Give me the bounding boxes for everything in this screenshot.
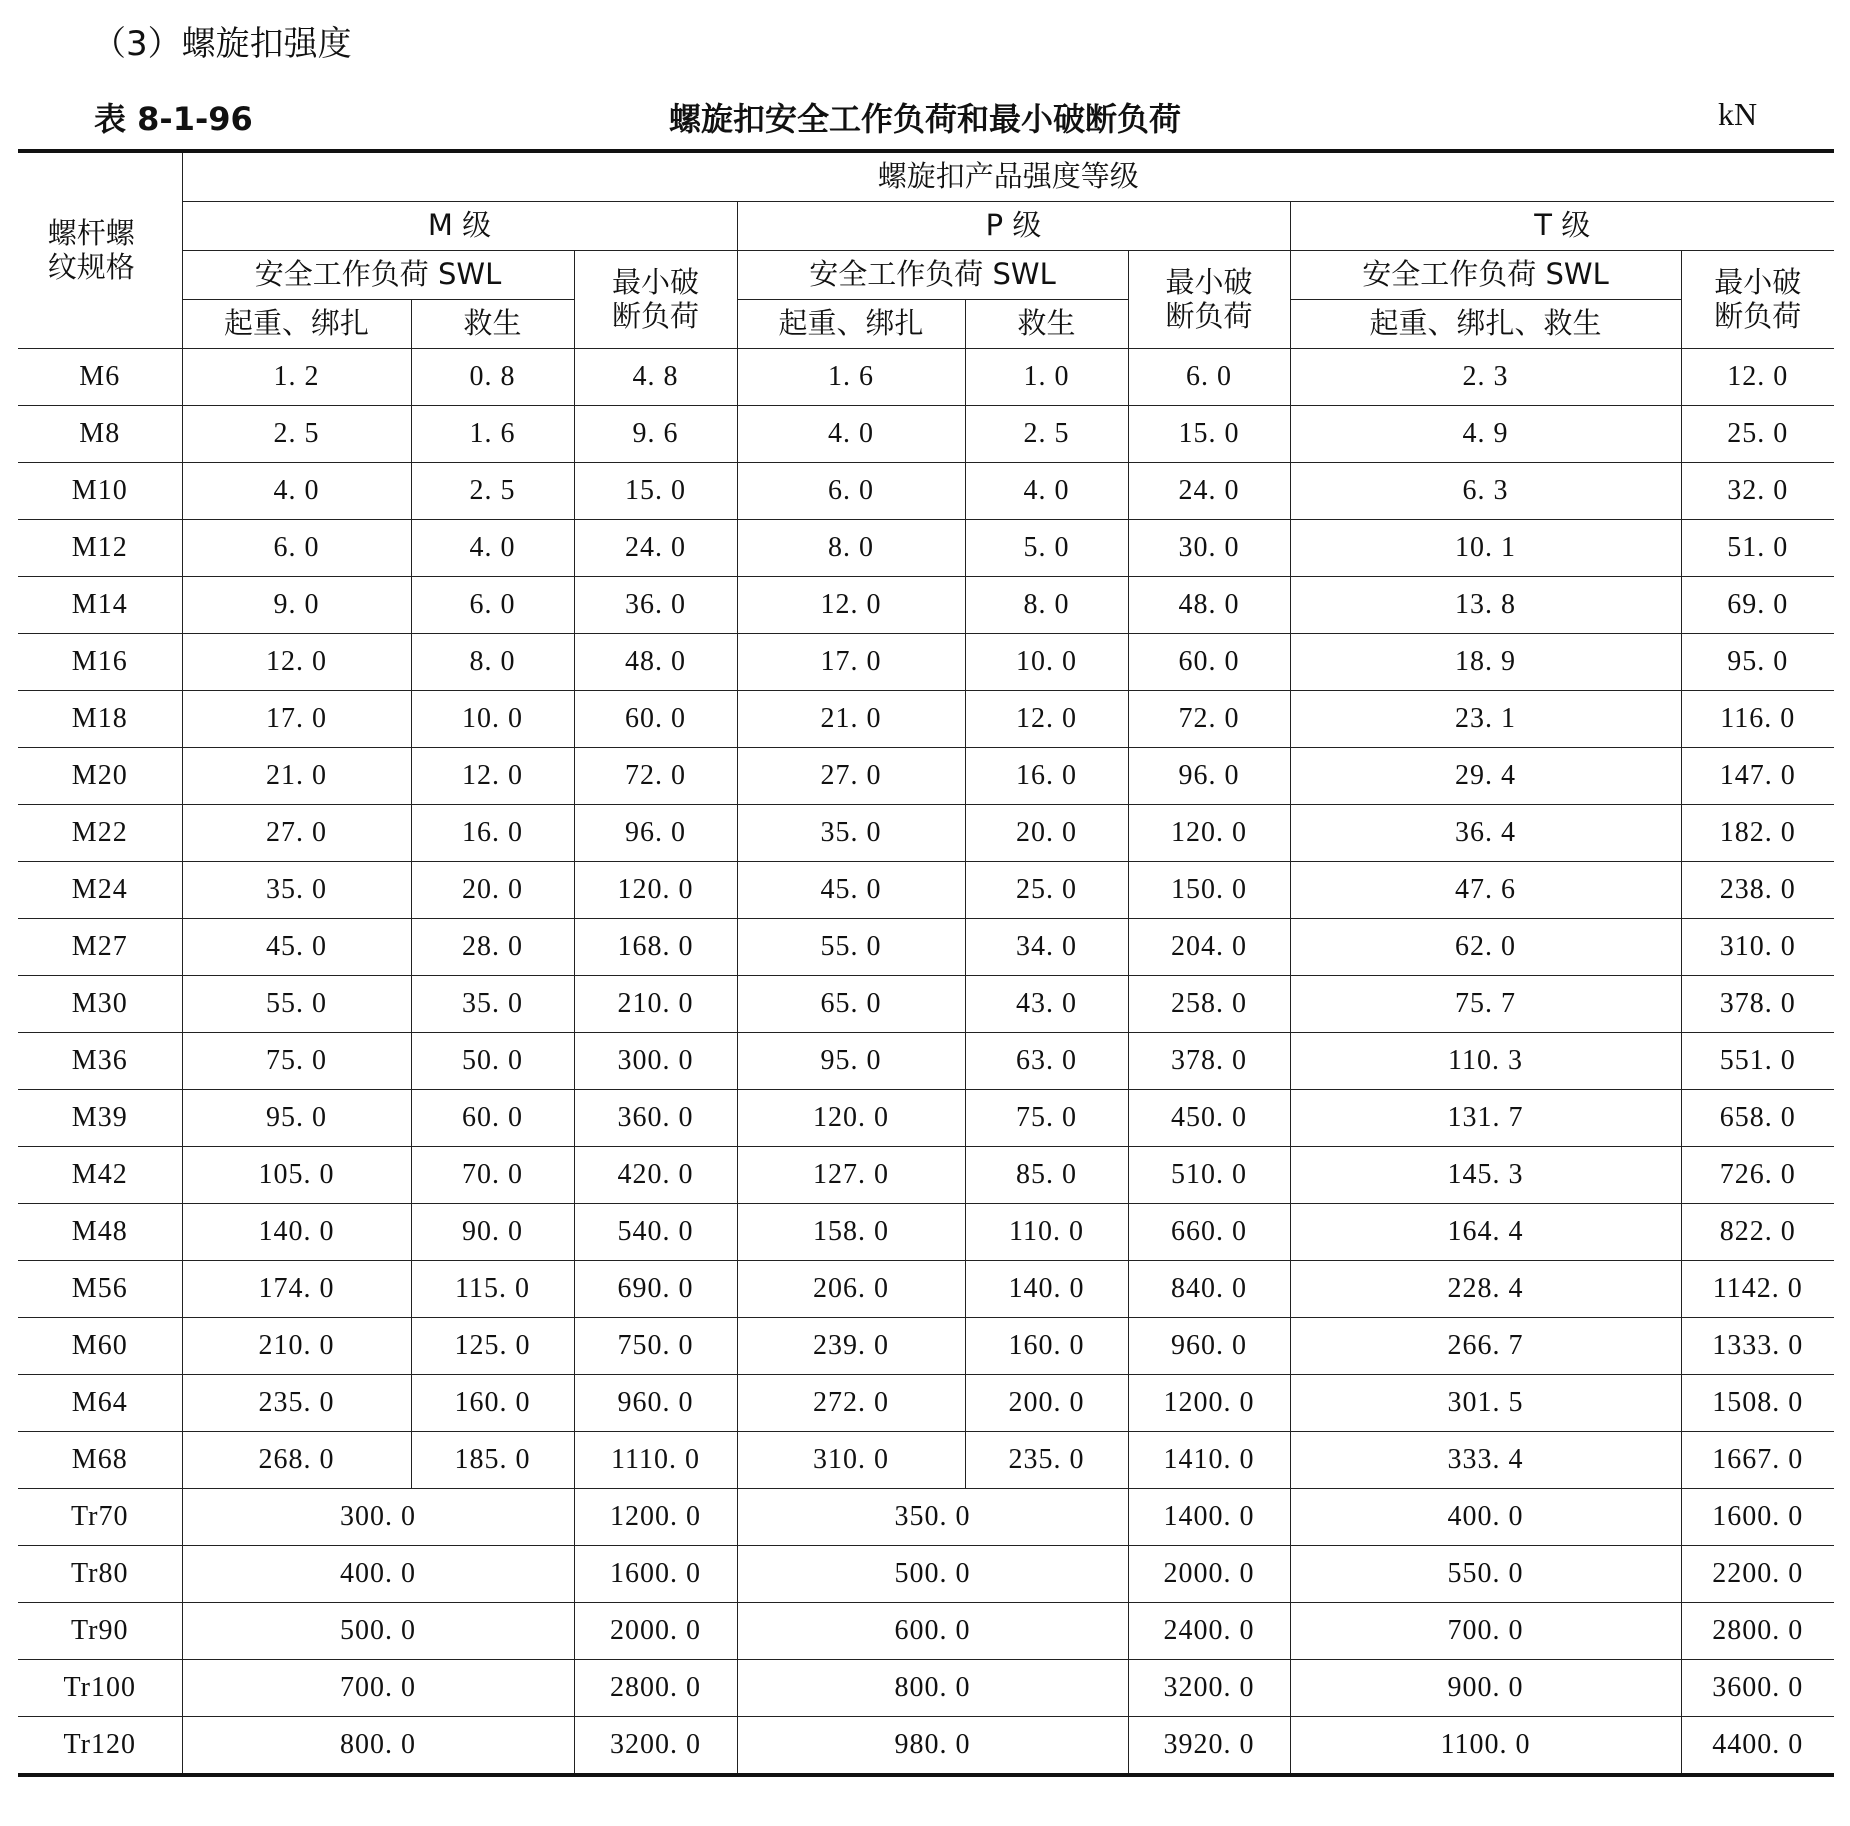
cell-t-swl: 301. 5 bbox=[1290, 1375, 1681, 1432]
cell-t-break: 822. 0 bbox=[1681, 1204, 1834, 1261]
cell-m-rescue: 35. 0 bbox=[411, 976, 574, 1033]
cell-t-break: 1508. 0 bbox=[1681, 1375, 1834, 1432]
cell-p-break: 6. 0 bbox=[1128, 349, 1290, 406]
cell-p-rescue: 75. 0 bbox=[965, 1090, 1128, 1147]
cell-m-break: 690. 0 bbox=[574, 1261, 737, 1318]
cell-p-break: 15. 0 bbox=[1128, 406, 1290, 463]
cell-p-lift: 12. 0 bbox=[737, 577, 965, 634]
header-t-break bbox=[1681, 251, 1834, 349]
cell-t-swl: 29. 4 bbox=[1290, 748, 1681, 805]
cell-p-break: 120. 0 bbox=[1128, 805, 1290, 862]
cell-m-rescue: 28. 0 bbox=[411, 919, 574, 976]
cell-p-break: 2000. 0 bbox=[1128, 1546, 1290, 1603]
cell-m-lift: 21. 0 bbox=[182, 748, 411, 805]
cell-m-lift: 268. 0 bbox=[182, 1432, 411, 1489]
cell-p-rescue: 12. 0 bbox=[965, 691, 1128, 748]
cell-p-rescue: 85. 0 bbox=[965, 1147, 1128, 1204]
load-table bbox=[18, 149, 1834, 1777]
cell-m-lift: 235. 0 bbox=[182, 1375, 411, 1432]
cell-m-rescue: 20. 0 bbox=[411, 862, 574, 919]
cell-spec: M48 bbox=[18, 1204, 182, 1261]
cell-p-rescue: 110. 0 bbox=[965, 1204, 1128, 1261]
cell-m-break: 1110. 0 bbox=[574, 1432, 737, 1489]
table-row bbox=[18, 748, 1834, 805]
cell-spec: Tr80 bbox=[18, 1546, 182, 1603]
cell-p-lift: 65. 0 bbox=[737, 976, 965, 1033]
cell-m-lift: 17. 0 bbox=[182, 691, 411, 748]
cell-p-rescue: 2. 5 bbox=[965, 406, 1128, 463]
cell-m-rescue: 2. 5 bbox=[411, 463, 574, 520]
cell-m-lift: 75. 0 bbox=[182, 1033, 411, 1090]
cell-t-swl: 1100. 0 bbox=[1290, 1717, 1681, 1776]
cell-t-swl: 900. 0 bbox=[1290, 1660, 1681, 1717]
cell-t-swl: 333. 4 bbox=[1290, 1432, 1681, 1489]
cell-m-break: 36. 0 bbox=[574, 577, 737, 634]
table-row-tr bbox=[18, 1660, 1834, 1717]
cell-spec: M14 bbox=[18, 577, 182, 634]
cell-p-lift: 127. 0 bbox=[737, 1147, 965, 1204]
cell-t-break: 238. 0 bbox=[1681, 862, 1834, 919]
cell-m-break: 120. 0 bbox=[574, 862, 737, 919]
cell-t-swl: 62. 0 bbox=[1290, 919, 1681, 976]
cell-spec: M56 bbox=[18, 1261, 182, 1318]
cell-p-rescue: 34. 0 bbox=[965, 919, 1128, 976]
cell-t-break: 658. 0 bbox=[1681, 1090, 1834, 1147]
cell-p-swl: 980. 0 bbox=[737, 1717, 1128, 1776]
cell-spec: Tr70 bbox=[18, 1489, 182, 1546]
table-row bbox=[18, 1204, 1834, 1261]
header-p-break-label: 最小破断负荷 bbox=[1165, 265, 1253, 333]
cell-t-swl: 550. 0 bbox=[1290, 1546, 1681, 1603]
cell-m-break: 168. 0 bbox=[574, 919, 737, 976]
cell-t-swl: 164. 4 bbox=[1290, 1204, 1681, 1261]
cell-m-rescue: 60. 0 bbox=[411, 1090, 574, 1147]
cell-t-swl: 47. 6 bbox=[1290, 862, 1681, 919]
cell-t-break: 69. 0 bbox=[1681, 577, 1834, 634]
cell-t-break: 116. 0 bbox=[1681, 691, 1834, 748]
cell-t-break: 1333. 0 bbox=[1681, 1318, 1834, 1375]
table-title: 螺旋扣安全工作负荷和最小破断负荷 bbox=[668, 100, 1181, 138]
table-row bbox=[18, 634, 1834, 691]
cell-t-swl: 18. 9 bbox=[1290, 634, 1681, 691]
cell-spec: M64 bbox=[18, 1375, 182, 1432]
cell-t-swl: 10. 1 bbox=[1290, 520, 1681, 577]
header-p-rescue: 救生 bbox=[965, 300, 1128, 349]
cell-m-swl: 300. 0 bbox=[182, 1489, 574, 1546]
cell-p-swl: 500. 0 bbox=[737, 1546, 1128, 1603]
cell-m-lift: 12. 0 bbox=[182, 634, 411, 691]
cell-p-rescue: 4. 0 bbox=[965, 463, 1128, 520]
cell-t-swl: 36. 4 bbox=[1290, 805, 1681, 862]
cell-spec: M68 bbox=[18, 1432, 182, 1489]
cell-p-lift: 17. 0 bbox=[737, 634, 965, 691]
cell-m-break: 960. 0 bbox=[574, 1375, 737, 1432]
header-m-swl: 安全工作负荷 SWL bbox=[182, 251, 574, 300]
cell-m-lift: 27. 0 bbox=[182, 805, 411, 862]
table-row bbox=[18, 349, 1834, 406]
cell-p-break: 3200. 0 bbox=[1128, 1660, 1290, 1717]
cell-t-break: 310. 0 bbox=[1681, 919, 1834, 976]
cell-m-lift: 210. 0 bbox=[182, 1318, 411, 1375]
cell-t-break: 12. 0 bbox=[1681, 349, 1834, 406]
cell-m-rescue: 50. 0 bbox=[411, 1033, 574, 1090]
header-t-break-label: 最小破断负荷 bbox=[1714, 265, 1802, 333]
cell-spec: M12 bbox=[18, 520, 182, 577]
unit-label: kN bbox=[1718, 96, 1758, 132]
cell-spec: M27 bbox=[18, 919, 182, 976]
table-row-tr bbox=[18, 1603, 1834, 1660]
cell-p-break: 1200. 0 bbox=[1128, 1375, 1290, 1432]
header-spec-label: 螺杆螺纹规格 bbox=[47, 216, 135, 284]
cell-m-rescue: 16. 0 bbox=[411, 805, 574, 862]
cell-m-rescue: 115. 0 bbox=[411, 1261, 574, 1318]
cell-t-swl: 23. 1 bbox=[1290, 691, 1681, 748]
cell-m-lift: 2. 5 bbox=[182, 406, 411, 463]
header-m-break bbox=[574, 251, 737, 349]
cell-p-rescue: 235. 0 bbox=[965, 1432, 1128, 1489]
cell-t-break: 32. 0 bbox=[1681, 463, 1834, 520]
cell-spec: Tr100 bbox=[18, 1660, 182, 1717]
cell-m-rescue: 12. 0 bbox=[411, 748, 574, 805]
cell-p-break: 72. 0 bbox=[1128, 691, 1290, 748]
header-t-swl: 安全工作负荷 SWL bbox=[1290, 251, 1681, 300]
cell-p-break: 2400. 0 bbox=[1128, 1603, 1290, 1660]
cell-p-break: 450. 0 bbox=[1128, 1090, 1290, 1147]
cell-p-break: 60. 0 bbox=[1128, 634, 1290, 691]
cell-m-rescue: 125. 0 bbox=[411, 1318, 574, 1375]
table-row bbox=[18, 1033, 1834, 1090]
cell-spec: M36 bbox=[18, 1033, 182, 1090]
cell-p-rescue: 25. 0 bbox=[965, 862, 1128, 919]
cell-t-swl: 2. 3 bbox=[1290, 349, 1681, 406]
cell-p-rescue: 20. 0 bbox=[965, 805, 1128, 862]
cell-p-break: 840. 0 bbox=[1128, 1261, 1290, 1318]
cell-m-swl: 500. 0 bbox=[182, 1603, 574, 1660]
header-p-swl: 安全工作负荷 SWL bbox=[737, 251, 1128, 300]
cell-t-swl: 228. 4 bbox=[1290, 1261, 1681, 1318]
cell-m-break: 1600. 0 bbox=[574, 1546, 737, 1603]
cell-t-swl: 4. 9 bbox=[1290, 406, 1681, 463]
cell-m-lift: 55. 0 bbox=[182, 976, 411, 1033]
cell-p-lift: 158. 0 bbox=[737, 1204, 965, 1261]
cell-p-lift: 45. 0 bbox=[737, 862, 965, 919]
cell-m-break: 360. 0 bbox=[574, 1090, 737, 1147]
section-heading: （3）螺旋扣强度 bbox=[92, 24, 352, 64]
cell-p-rescue: 200. 0 bbox=[965, 1375, 1128, 1432]
table-row bbox=[18, 691, 1834, 748]
cell-m-lift: 9. 0 bbox=[182, 577, 411, 634]
cell-m-break: 60. 0 bbox=[574, 691, 737, 748]
cell-spec: M30 bbox=[18, 976, 182, 1033]
table-row bbox=[18, 1432, 1834, 1489]
cell-m-break: 15. 0 bbox=[574, 463, 737, 520]
cell-p-break: 150. 0 bbox=[1128, 862, 1290, 919]
cell-m-break: 3200. 0 bbox=[574, 1717, 737, 1776]
cell-t-break: 147. 0 bbox=[1681, 748, 1834, 805]
cell-p-break: 1400. 0 bbox=[1128, 1489, 1290, 1546]
cell-p-lift: 4. 0 bbox=[737, 406, 965, 463]
cell-m-lift: 45. 0 bbox=[182, 919, 411, 976]
cell-m-rescue: 70. 0 bbox=[411, 1147, 574, 1204]
cell-m-break: 300. 0 bbox=[574, 1033, 737, 1090]
header-spec bbox=[18, 151, 182, 349]
cell-t-break: 1667. 0 bbox=[1681, 1432, 1834, 1489]
cell-p-rescue: 1. 0 bbox=[965, 349, 1128, 406]
cell-p-lift: 8. 0 bbox=[737, 520, 965, 577]
cell-p-swl: 600. 0 bbox=[737, 1603, 1128, 1660]
cell-t-break: 25. 0 bbox=[1681, 406, 1834, 463]
cell-p-break: 660. 0 bbox=[1128, 1204, 1290, 1261]
cell-p-rescue: 16. 0 bbox=[965, 748, 1128, 805]
table-row bbox=[18, 862, 1834, 919]
cell-p-break: 30. 0 bbox=[1128, 520, 1290, 577]
cell-p-break: 378. 0 bbox=[1128, 1033, 1290, 1090]
cell-spec: M24 bbox=[18, 862, 182, 919]
cell-m-break: 2800. 0 bbox=[574, 1660, 737, 1717]
table-number: 表 8-1-96 bbox=[94, 100, 253, 138]
cell-t-break: 51. 0 bbox=[1681, 520, 1834, 577]
cell-p-rescue: 10. 0 bbox=[965, 634, 1128, 691]
cell-spec: M22 bbox=[18, 805, 182, 862]
header-p-break bbox=[1128, 251, 1290, 349]
cell-m-rescue: 0. 8 bbox=[411, 349, 574, 406]
cell-m-break: 9. 6 bbox=[574, 406, 737, 463]
cell-spec: M6 bbox=[18, 349, 182, 406]
cell-t-break: 726. 0 bbox=[1681, 1147, 1834, 1204]
cell-m-lift: 140. 0 bbox=[182, 1204, 411, 1261]
cell-m-break: 48. 0 bbox=[574, 634, 737, 691]
cell-m-lift: 4. 0 bbox=[182, 463, 411, 520]
cell-p-break: 258. 0 bbox=[1128, 976, 1290, 1033]
cell-p-break: 3920. 0 bbox=[1128, 1717, 1290, 1776]
cell-t-swl: 131. 7 bbox=[1290, 1090, 1681, 1147]
cell-t-break: 2200. 0 bbox=[1681, 1546, 1834, 1603]
cell-spec: M20 bbox=[18, 748, 182, 805]
cell-p-swl: 350. 0 bbox=[737, 1489, 1128, 1546]
cell-m-rescue: 10. 0 bbox=[411, 691, 574, 748]
header-m-break-label: 最小破断负荷 bbox=[611, 265, 699, 333]
table-row bbox=[18, 1147, 1834, 1204]
cell-spec: Tr120 bbox=[18, 1717, 182, 1776]
cell-p-rescue: 8. 0 bbox=[965, 577, 1128, 634]
cell-t-break: 378. 0 bbox=[1681, 976, 1834, 1033]
cell-m-rescue: 4. 0 bbox=[411, 520, 574, 577]
cell-p-break: 960. 0 bbox=[1128, 1318, 1290, 1375]
header-t-lift-rescue: 起重、绑扎、救生 bbox=[1290, 300, 1681, 349]
cell-p-rescue: 43. 0 bbox=[965, 976, 1128, 1033]
table-row bbox=[18, 1375, 1834, 1432]
header-m-grade: M 级 bbox=[182, 202, 737, 251]
cell-m-break: 420. 0 bbox=[574, 1147, 737, 1204]
cell-p-rescue: 5. 0 bbox=[965, 520, 1128, 577]
cell-p-lift: 1. 6 bbox=[737, 349, 965, 406]
cell-p-break: 48. 0 bbox=[1128, 577, 1290, 634]
cell-m-break: 24. 0 bbox=[574, 520, 737, 577]
table-row-tr bbox=[18, 1489, 1834, 1546]
cell-m-rescue: 6. 0 bbox=[411, 577, 574, 634]
header-p-lift: 起重、绑扎 bbox=[737, 300, 965, 349]
cell-t-break: 95. 0 bbox=[1681, 634, 1834, 691]
cell-t-swl: 700. 0 bbox=[1290, 1603, 1681, 1660]
cell-p-rescue: 160. 0 bbox=[965, 1318, 1128, 1375]
cell-t-break: 4400. 0 bbox=[1681, 1717, 1834, 1776]
cell-p-lift: 206. 0 bbox=[737, 1261, 965, 1318]
cell-p-break: 24. 0 bbox=[1128, 463, 1290, 520]
cell-t-break: 182. 0 bbox=[1681, 805, 1834, 862]
cell-p-break: 510. 0 bbox=[1128, 1147, 1290, 1204]
cell-m-break: 4. 8 bbox=[574, 349, 737, 406]
cell-p-lift: 35. 0 bbox=[737, 805, 965, 862]
header-m-lift: 起重、绑扎 bbox=[182, 300, 411, 349]
cell-p-lift: 6. 0 bbox=[737, 463, 965, 520]
cell-t-break: 1142. 0 bbox=[1681, 1261, 1834, 1318]
table-row bbox=[18, 919, 1834, 976]
cell-p-lift: 120. 0 bbox=[737, 1090, 965, 1147]
cell-p-lift: 272. 0 bbox=[737, 1375, 965, 1432]
table-row bbox=[18, 463, 1834, 520]
cell-m-lift: 1. 2 bbox=[182, 349, 411, 406]
cell-spec: M16 bbox=[18, 634, 182, 691]
cell-spec: Tr90 bbox=[18, 1603, 182, 1660]
header-m-rescue: 救生 bbox=[411, 300, 574, 349]
table-row bbox=[18, 577, 1834, 634]
cell-p-lift: 310. 0 bbox=[737, 1432, 965, 1489]
table-row bbox=[18, 805, 1834, 862]
cell-p-break: 204. 0 bbox=[1128, 919, 1290, 976]
cell-t-break: 1600. 0 bbox=[1681, 1489, 1834, 1546]
table-row bbox=[18, 1090, 1834, 1147]
cell-t-swl: 75. 7 bbox=[1290, 976, 1681, 1033]
cell-m-lift: 6. 0 bbox=[182, 520, 411, 577]
cell-m-rescue: 185. 0 bbox=[411, 1432, 574, 1489]
cell-spec: M42 bbox=[18, 1147, 182, 1204]
cell-spec: M10 bbox=[18, 463, 182, 520]
cell-m-break: 96. 0 bbox=[574, 805, 737, 862]
table-row bbox=[18, 1318, 1834, 1375]
cell-spec: M60 bbox=[18, 1318, 182, 1375]
cell-t-swl: 110. 3 bbox=[1290, 1033, 1681, 1090]
cell-m-rescue: 1. 6 bbox=[411, 406, 574, 463]
cell-p-break: 96. 0 bbox=[1128, 748, 1290, 805]
header-grade-group: 螺旋扣产品强度等级 bbox=[182, 151, 1834, 202]
cell-p-rescue: 63. 0 bbox=[965, 1033, 1128, 1090]
cell-p-rescue: 140. 0 bbox=[965, 1261, 1128, 1318]
cell-spec: M18 bbox=[18, 691, 182, 748]
cell-p-lift: 55. 0 bbox=[737, 919, 965, 976]
cell-spec: M8 bbox=[18, 406, 182, 463]
cell-m-rescue: 8. 0 bbox=[411, 634, 574, 691]
cell-m-break: 72. 0 bbox=[574, 748, 737, 805]
cell-m-lift: 174. 0 bbox=[182, 1261, 411, 1318]
cell-t-break: 3600. 0 bbox=[1681, 1660, 1834, 1717]
table-row bbox=[18, 520, 1834, 577]
cell-spec: M39 bbox=[18, 1090, 182, 1147]
cell-p-lift: 95. 0 bbox=[737, 1033, 965, 1090]
header-p-grade: P 级 bbox=[737, 202, 1290, 251]
cell-m-swl: 700. 0 bbox=[182, 1660, 574, 1717]
cell-m-rescue: 90. 0 bbox=[411, 1204, 574, 1261]
cell-t-swl: 13. 8 bbox=[1290, 577, 1681, 634]
cell-m-rescue: 160. 0 bbox=[411, 1375, 574, 1432]
table-row-tr bbox=[18, 1546, 1834, 1603]
cell-t-swl: 266. 7 bbox=[1290, 1318, 1681, 1375]
cell-m-swl: 800. 0 bbox=[182, 1717, 574, 1776]
cell-m-break: 1200. 0 bbox=[574, 1489, 737, 1546]
cell-m-break: 210. 0 bbox=[574, 976, 737, 1033]
header-t-grade: T 级 bbox=[1290, 202, 1834, 251]
cell-p-lift: 21. 0 bbox=[737, 691, 965, 748]
cell-m-lift: 95. 0 bbox=[182, 1090, 411, 1147]
cell-p-break: 1410. 0 bbox=[1128, 1432, 1290, 1489]
cell-p-swl: 800. 0 bbox=[737, 1660, 1128, 1717]
table-row bbox=[18, 406, 1834, 463]
cell-m-swl: 400. 0 bbox=[182, 1546, 574, 1603]
cell-m-break: 2000. 0 bbox=[574, 1603, 737, 1660]
table-row bbox=[18, 1261, 1834, 1318]
cell-p-lift: 27. 0 bbox=[737, 748, 965, 805]
cell-p-lift: 239. 0 bbox=[737, 1318, 965, 1375]
cell-t-swl: 145. 3 bbox=[1290, 1147, 1681, 1204]
cell-t-swl: 400. 0 bbox=[1290, 1489, 1681, 1546]
cell-m-lift: 35. 0 bbox=[182, 862, 411, 919]
cell-t-break: 2800. 0 bbox=[1681, 1603, 1834, 1660]
cell-m-break: 540. 0 bbox=[574, 1204, 737, 1261]
table-row bbox=[18, 976, 1834, 1033]
cell-t-swl: 6. 3 bbox=[1290, 463, 1681, 520]
cell-t-break: 551. 0 bbox=[1681, 1033, 1834, 1090]
cell-m-break: 750. 0 bbox=[574, 1318, 737, 1375]
cell-m-lift: 105. 0 bbox=[182, 1147, 411, 1204]
table-row-tr bbox=[18, 1717, 1834, 1776]
